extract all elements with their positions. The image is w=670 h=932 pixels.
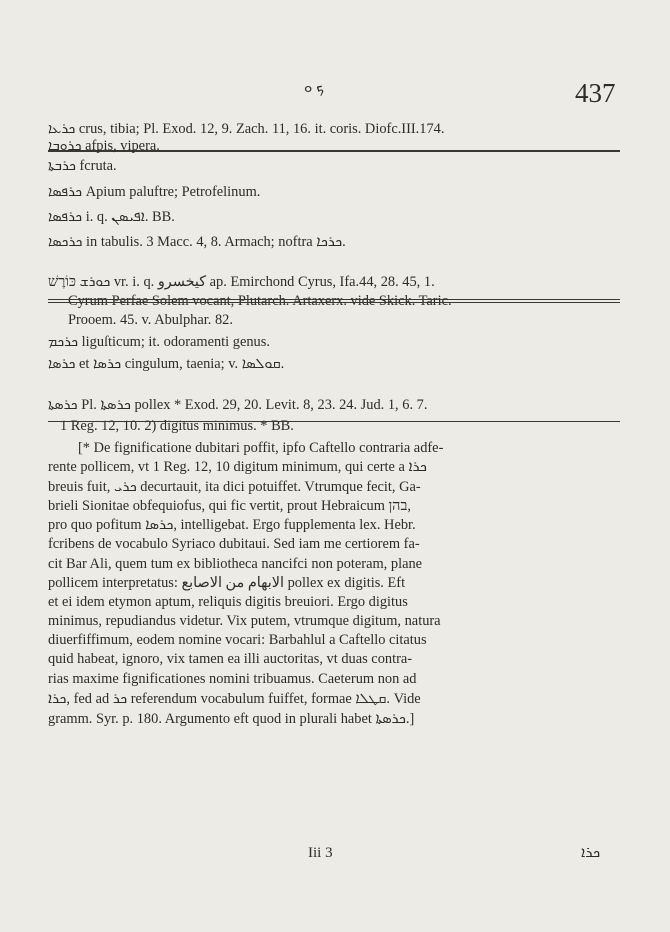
entry-text: Prooem. 45. v. Abulphar. 82. — [68, 312, 233, 328]
entry-line — [48, 137, 160, 155]
entry-text: crus, tibia; Pl. Exod. 12, 9. Zach. 11, 16. it. coris. Diofc.III.174. — [75, 121, 445, 137]
entry-text: Apium paluftre; Petrofelinum. — [82, 184, 261, 200]
syriac-headword: ܟܪܣܐ — [48, 356, 76, 372]
entry-text: gramm. Syr. p. 180. Argumento eft quod in plurali habet ܟܪܣܬܐ.] — [48, 711, 415, 727]
entry-rule-1 — [48, 299, 620, 300]
entry-text: liguſticum; it. odoramenti genus. — [78, 334, 270, 350]
entry-text: breuis fuit, ܟܪܝ decurtauit, ita dici potuiffet. Vtrumque fecit, Ga- — [48, 479, 421, 495]
entry-line — [48, 612, 441, 630]
syriac-headword: ܟܪܘܒܐ — [48, 138, 82, 154]
entry-text: et ܟܪܣܐ cingulum, taenia; v. ܩܘܠܣܐ. — [75, 356, 285, 372]
entry-text: 1 Reg. 12, 10. 2) digitus minimus. * BB. — [60, 418, 294, 434]
entry-line — [48, 333, 270, 351]
entry-text: brieli Sionitae obfequiofus, qui fic vertit, prout Hebraicum בהן, — [48, 498, 411, 514]
entry-line — [48, 670, 416, 688]
entry-line — [48, 458, 427, 476]
entry-line — [48, 120, 444, 138]
entry-text: [* De fignificatione dubitari poffit, ipfo Caftello contraria adfe- — [78, 440, 444, 456]
entry-text: fcribens de vocabulo Syriaco dubitaui. Sed iam me certiorem fa- — [48, 536, 420, 552]
syriac-headword: ܟܘܪܫ — [79, 274, 111, 290]
syriac-headword: ܟܪܣܬܐ — [48, 397, 78, 413]
entry-line — [48, 631, 427, 649]
entry-text: in tabulis. 3 Macc. 4, 8. Armach; noftra ܟܪܟܐ. — [82, 234, 346, 250]
entry-text: rias maxime fignificationes nomini tribuamus. Caeterum non ad — [48, 671, 417, 687]
entry-line — [48, 690, 421, 708]
entry-rule-3 — [48, 421, 620, 422]
entry-line — [48, 273, 435, 291]
entry-text: et ei idem etymon aptum, reliquis digitis breuiori. Ergo digitus — [48, 594, 408, 610]
entry-text: fcruta. — [75, 158, 117, 174]
entry-line — [78, 439, 443, 457]
entry-line — [68, 311, 233, 329]
catchword: ܟܪܐ — [581, 843, 601, 861]
syriac-headword: ܟܪܟܡ — [48, 334, 79, 350]
syriac-headword: ܟܪܦܣܐ — [48, 184, 83, 200]
entry-text: pro quo pofitum ܟܪܣܐ, intelligebat. Ergo fupplementa lex. Hebr. — [48, 517, 416, 533]
running-head: ܟ ܘ — [304, 80, 325, 96]
entry-line — [48, 497, 411, 515]
entry-line — [48, 710, 414, 728]
entry-line — [48, 396, 427, 414]
entry-line — [48, 516, 416, 534]
entry-line — [48, 574, 405, 592]
entry-line — [48, 157, 117, 175]
entry-line — [48, 478, 421, 496]
entry-line — [60, 417, 294, 435]
entry-text: cit Bar Ali, quem tum ex bibliotheca nancifci non poteram, plane — [48, 556, 423, 572]
page-number: 437 — [575, 78, 616, 108]
entry-line — [48, 233, 346, 251]
entry-line — [68, 292, 452, 310]
entry-line — [48, 355, 284, 373]
entry-text: i. q. ܐܦܝܣܢ. BB. — [82, 209, 175, 225]
syriac-headword: ܟܪܥܐ — [48, 121, 76, 137]
entry-text: diuerfiffimum, eodem nomine vocari: Barbahlul a Caftello citatus — [48, 632, 427, 648]
entry-text: rente pollicem, vt 1 Reg. 12, 10 digitum minimum, qui certe a ܟܪܐ — [48, 459, 427, 475]
entry-text: afpis, vipera. — [81, 138, 160, 154]
entry-line — [48, 650, 412, 668]
syriac-headword: ܟܪܦܣܐ — [48, 209, 83, 225]
entry-line — [48, 208, 175, 226]
entry-rule-2 — [48, 302, 620, 303]
entry-line — [48, 535, 420, 553]
entry-line — [48, 555, 422, 573]
entry-line — [48, 183, 260, 201]
entry-line — [48, 593, 408, 611]
entry-text: Cyrum Perfae Solem vocant, Plutarch. Artaxerx. vide Skick. Taric. — [68, 293, 452, 309]
entry-text: כּוֹרֶשׁ vr. i. q. كيخسرو ap. Emirchond Cyrus, Ifa.44, 28. 45, 1. — [48, 274, 435, 290]
entry-text: minimus, repudiandus videtur. Vix putem, vtrumque digitum, natura — [48, 613, 441, 629]
signature-mark: Iii 3 — [308, 845, 333, 861]
entry-text: quid habeat, ignoro, vix tamen ea illi auctoritas, vt duas contra- — [48, 651, 413, 667]
syriac-headword: ܟܪܟܣܐ — [48, 234, 83, 250]
syriac-headword: ܟܪܒܬܐ — [48, 158, 76, 174]
entry-text: ܟܪܐ, fed ad ܟܪ referendum vocabulum fuiffet, formae ܩܛܠܐ. Vide — [48, 691, 421, 707]
entry-text: pollicem interpretatus: الابهام من الاصابع pollex ex digitis. Eft — [48, 575, 406, 591]
entry-text: Pl. ܟܪܣܬܐ pollex * Exod. 29, 20. Levit. 8, 23. 24. Jud. 1, 6. 7. — [77, 397, 428, 413]
